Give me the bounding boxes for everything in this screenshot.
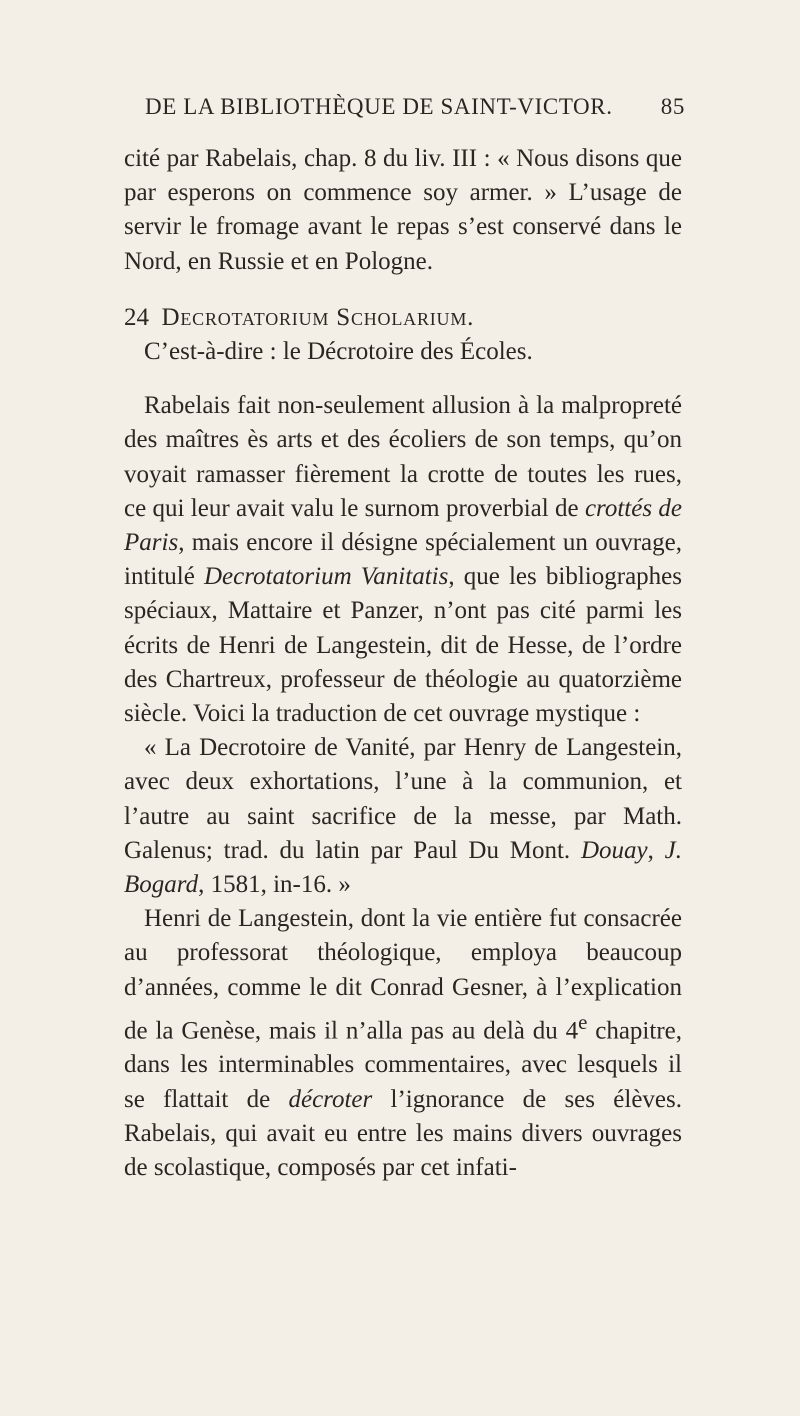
paragraph-langestein: [124, 902, 682, 1185]
section-number: 24: [124, 303, 149, 331]
text-run: , 1581, in-16. »: [198, 871, 351, 899]
text-run: « La Decrotoire de Vanité, par Henry de Langestein, avec deux exhortations, l’une à la communion, et l’autre au saint sacrifice de la messe, par Math. Galenus; trad. du latin par Paul Du Mont.: [124, 734, 682, 864]
italic-printer: J. Bogard: [124, 836, 683, 899]
text-run: , mais encore il désigne spécialement un ouvrage, intitulé: [124, 529, 682, 591]
paragraph-continuation: [124, 142, 682, 279]
text-run: chapitre, dans les interminables commentaires, avec lesquels il se flattait de: [124, 1017, 682, 1113]
section-subtitle: [124, 335, 682, 369]
text-run: , que les bibliographes spéciaux, Mattaire et Panzer, n’ont pas cité parmi les écrits de Henri de Langestein, dit de Hesse, de l’ordre des Chartreux, professeur de théologie au quatorzième siècle. Voici la traduction de cet ouvrage mystique :: [124, 563, 682, 728]
text-run: ,: [647, 836, 665, 864]
section-subtitle-text: C’est-à-dire : le Décrotoire des Écoles.: [144, 338, 533, 366]
paragraph-quotation: [124, 731, 682, 902]
paragraph-text: cité par Rabelais, chap. 8 du liv. III : « Nous disons que par esperons on commence soy armer. » L’usage de servir le fromage avant le repas s’est conservé dans le Nord, en Russie et en Pologne.: [124, 145, 682, 275]
text-run: l’ignorance de ses élèves. Rabelais, qui avait eu entre les mains divers ouvrages de scolastique, composés par cet infati-: [124, 1085, 682, 1182]
page-number: 85: [660, 94, 685, 119]
body-text: [124, 142, 682, 1185]
italic-title: Decrotatorium Vanitatis: [203, 563, 449, 591]
paragraph-commentary: [124, 389, 682, 731]
italic-place: Douay: [580, 836, 648, 864]
italic-run: décroter: [288, 1085, 373, 1113]
section-heading: [124, 301, 682, 335]
text-run: Henri de Langestein, dont la vie entière fut consacrée au professorat théologique, employa beaucoup d’années, comme le dit Conrad Gesner, à l’explication de la Genèse, mais il n’alla pas au delà du 4: [124, 905, 682, 1045]
running-head-title: DE LA BIBLIOTHÈQUE DE SAINT-VICTOR.: [145, 94, 613, 119]
superscript: e: [578, 1009, 588, 1034]
running-head: [145, 94, 685, 128]
text-run: Rabelais fait non-seulement allusion à la malpropreté des maîtres ès arts et des écoliers de son temps, qu’on voyait ramasser fièrement la crotte de toutes les rues, ce qui leur avait valu le surnom proverbial de: [124, 392, 682, 522]
section-title: Decrotatorium Scholarium.: [161, 303, 475, 331]
paragraph-gap: [124, 369, 682, 389]
italic-run: crottés de Paris: [124, 494, 682, 557]
